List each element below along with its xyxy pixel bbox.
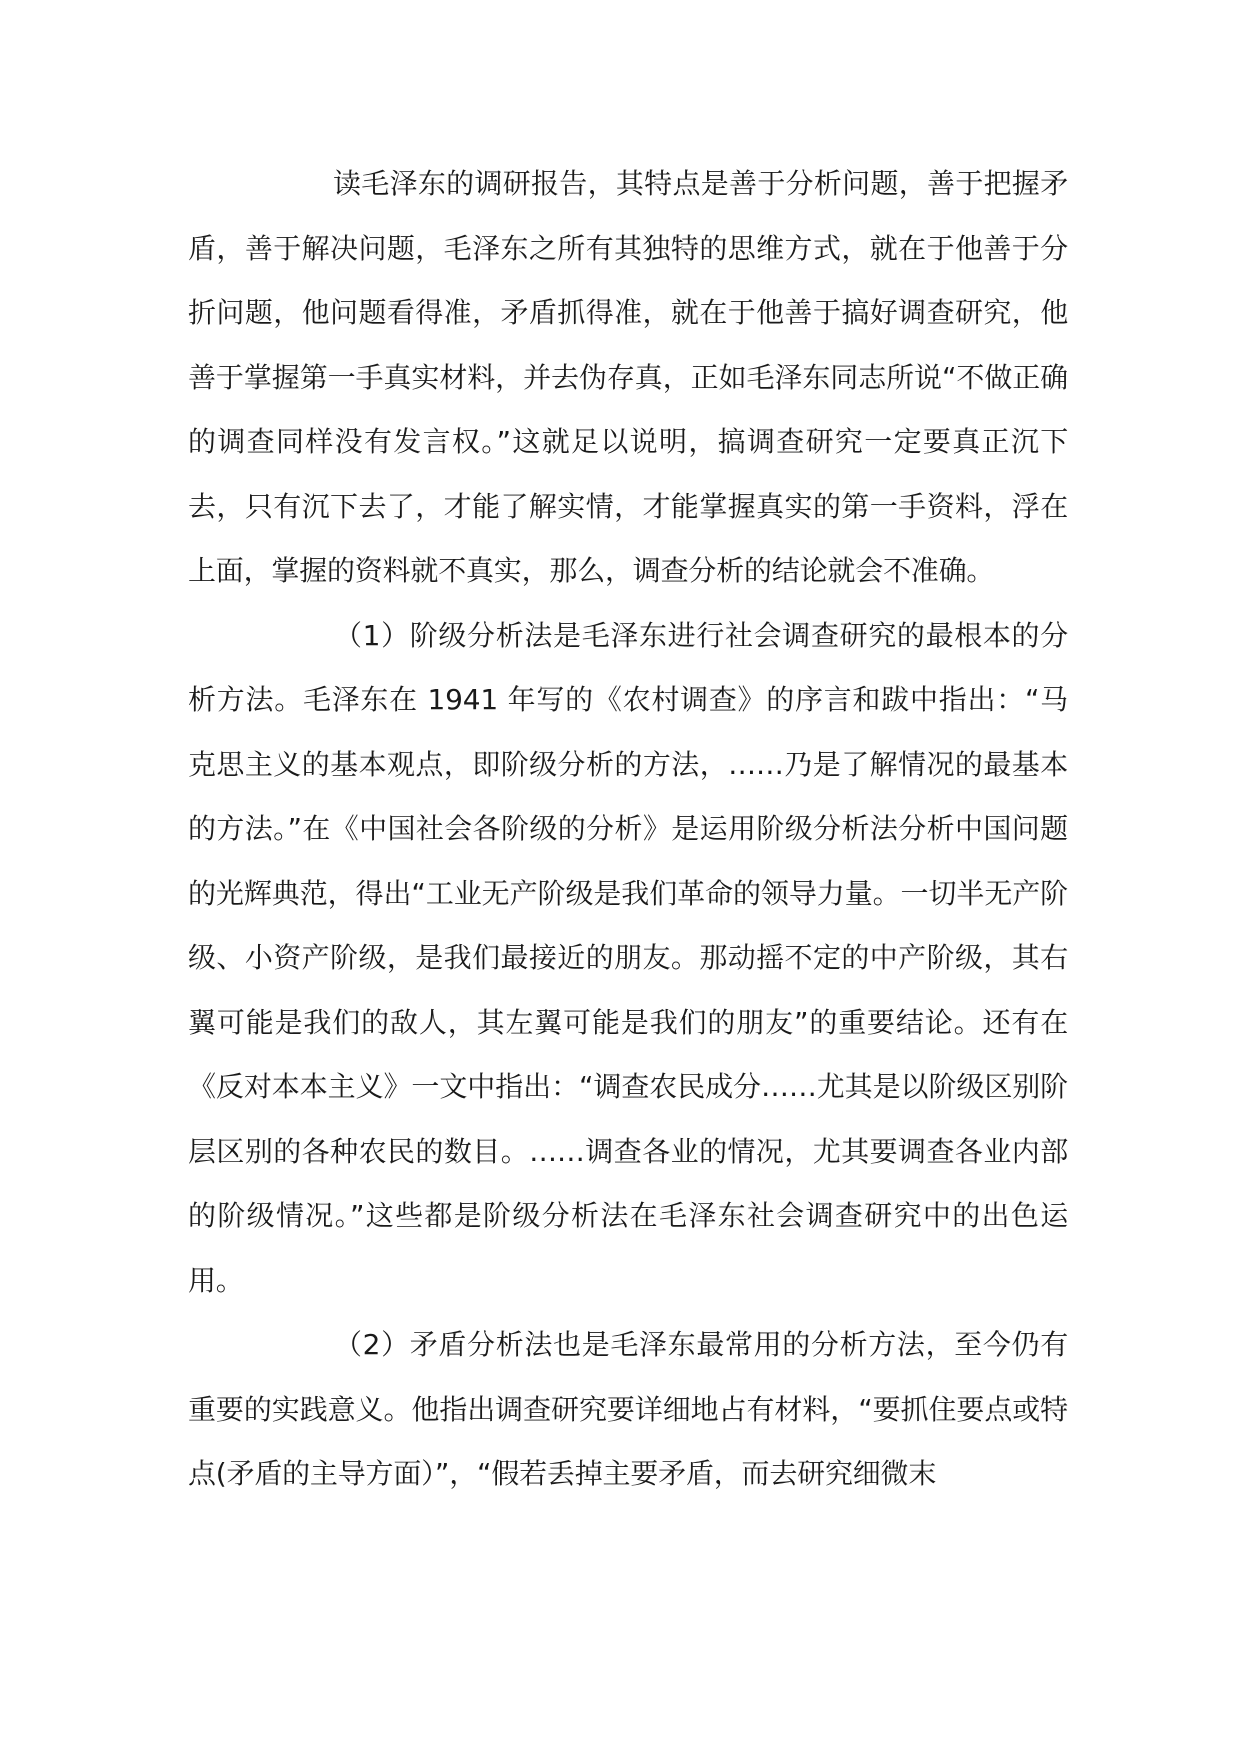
body-text <box>188 152 1068 1507</box>
paragraph-contradiction-analysis: （2）矛盾分析法也是毛泽东最常用的分析方法，至今仍有重要的实践意义。他指出调查研究要详细地占有材料，“要抓住要点或特点(矛盾的主导方面）”，“假若丢掉主要矛盾，而去研究细微末 <box>188 1328 1068 1490</box>
paragraph-intro: 读毛泽东的调研报告，其特点是善于分析问题，善于把握矛盾，善于解决问题，毛泽东之所有其独特的思维方式，就在于他善于分折问题，他问题看得准，矛盾抓得准，就在于他善于搞好调查研究，他善于掌握第一手真实材料，并去伪存真，正如毛泽东同志所说“不做正确的调查同样没有发言权。”这就足以说明，搞调查研究一定要真正沉下去，只有沉下去了，才能了解实情，才能掌握真实的第一手资料，浮在上面，掌握的资料就不真实，那么，调查分析的结论就会不准确。 <box>188 167 1068 587</box>
paragraph-class-analysis: （1）阶级分析法是毛泽东进行社会调查研究的最根本的分析方法。毛泽东在 1941 年写的《农村调查》的序言和跋中指出：“马克思主义的基本观点，即阶级分析的方法，……乃是了解情况的最基本的方法。”在《中国社会各阶级的分析》是运用阶级分析法分析中国问题的光辉典范，得出“工业无产阶级是我们革命的领导力量。一切半无产阶级、小资产阶级，是我们最接近的朋友。那动摇不定的中产阶级，其右翼可能是我们的敌人，其左翼可能是我们的朋友”的重要结论。还有在《反对本本主义》一文中指出：“调查农民成分……尤其是以阶级区别阶层区别的各种农民的数目。……调查各业的情况，尤其要调查各业内部的阶级情况。”这些都是阶级分析法在毛泽东社会调查研究中的出色运用。 <box>188 618 1068 1297</box>
